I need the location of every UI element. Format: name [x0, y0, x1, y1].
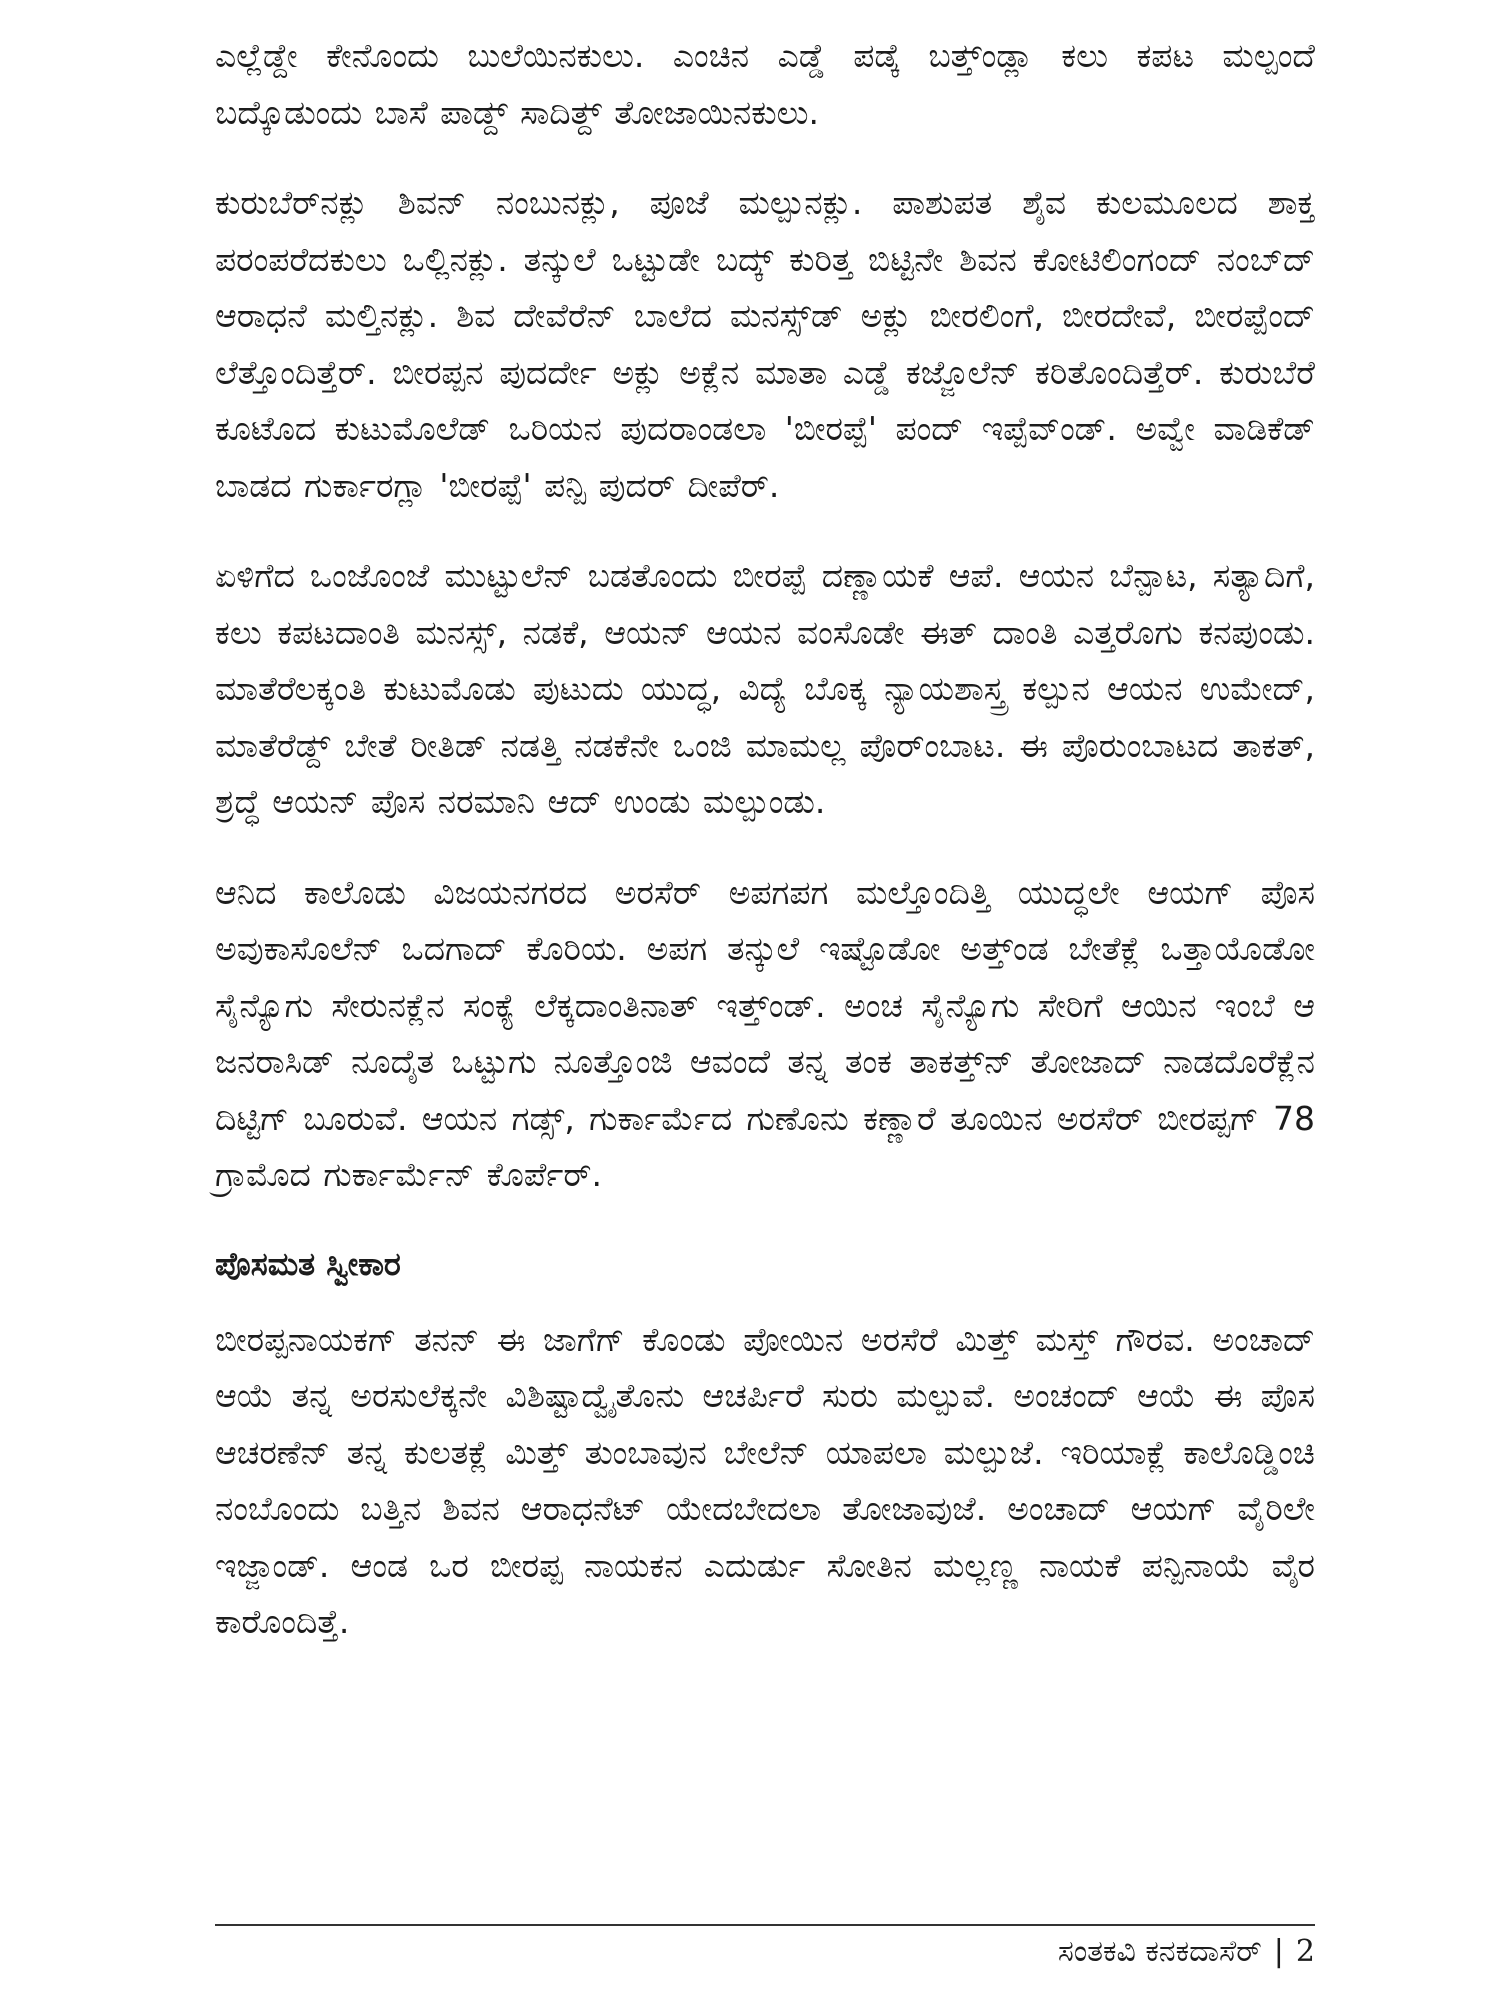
paragraph-4: ಆನಿದ ಕಾಲೊಡು ವಿಜಯನಗರದ ಅರಸೆರ್ ಅಪಗಪಗ ಮಲ್ತೊಂದಿತ್ತಿ ಯುದ್ಧಲೇ ಆಯಗ್ ಪೊಸ ಅವುಕಾಸೊಲೆನ್ ಒದಗಾದ್ ಕೊರಿಯ. ಅಪಗ ತನ್ಕುಲೆ ಇಷ್ಟೊಡೋ ಅತ್ತ್‌ಂಡ ಬೇತೆಕ್ಲೆ ಒತ್ತಾಯೊಡೋ ಸೈನ್ಯೊಗು ಸೇರುನಕ್ಲೆನ ಸಂಕ್ಯೆ ಲೆಕ್ಕದಾಂತಿನಾತ್ ಇತ್ತ್‌ಂಡ್. ಅಂಚ ಸೈನ್ಯೊಗು ಸೇರಿಗೆ ಆಯಿನ ಇಂಬೆ ಆ ಜನರಾಸಿಡ್ ನೂದೈತ ಒಟ್ಟುಗು ನೂತ್ತೊಂಜಿ ಆವಂದೆ ತನ್ನ ತಂಕ ತಾಕತ್ತ್‌ನ್ ತೋಜಾದ್ ನಾಡದೊರೆಕ್ಲೆನ ದಿಟ್ಟಿಗ್ ಬೂರುವೆ. ಆಯನ ಗಡ್ಸ್, ಗುರ್ಕಾರ್ಮೆದ ಗುಣೊನು ಕಣ್ಣಾರೆ ತೂಯಿನ ಅರಸೆರ್ ಬೀರಪ್ಪಗ್ 78 ಗ್ರಾಮೊದ ಗುರ್ಕಾರ್ಮೆನ್ ಕೊರ್ಪೆರ್. [215, 872, 1315, 1194]
section-paragraph: ಬೀರಪ್ಪನಾಯಕಗ್ ತನನ್ ಈ ಜಾಗೆಗ್ ಕೊಂಡು ಪೋಯಿನ ಅರಸೆರೆ ಮಿತ್ತ್ ಮಸ್ತ್ ಗೌರವ. ಅಂಚಾದ್ ಆಯೆ ತನ್ನ ಅರಸುಲೆಕ್ಕನೇ ವಿಶಿಷ್ಟಾದ್ವೈತೊನು ಆಚರ್ಪಿರೆ ಸುರು ಮಲ್ಪುವೆ. ಅಂಚಂದ್ ಆಯೆ ಈ ಪೊಸ ಆಚರಣೆನ್ ತನ್ನ ಕುಲತಕ್ಲೆ ಮಿತ್ತ್ ತುಂಬಾವುನ ಬೇಲೆನ್ ಯಾಪಲಾ ಮಲ್ಪುಜೆ. ಇರಿಯಾಕ್ಲೆ ಕಾಲೊಡ್ಡಿಂಚಿ ನಂಬೊಂದು ಬತ್ತಿನ ಶಿವನ ಆರಾಧನೆಟ್ ಯೇದಬೇದಲಾ ತೋಜಾವುಜೆ. ಅಂಚಾದ್ ಆಯಗ್ ವೈರಿಲೇ ಇಜ್ಜಾಂಡ್. ಆಂಡ ಒರ ಬೀರಪ್ಪ ನಾಯಕನ ಎದುರ್ಡು ಸೋತಿನ ಮಲ್ಲಣ್ಣ ನಾಯಕೆ ಪನ್ಪಿನಾಯೆ ವೈರ ಕಾರೊಂದಿತ್ತೆ. [215, 1319, 1315, 1641]
paragraph-2: ಕುರುಬೆರ್‌ನಕ್ಲು ಶಿವನ್ ನಂಬುನಕ್ಲು, ಪೂಜೆ ಮಲ್ಪುನಕ್ಲು. ಪಾಶುಪತ ಶೈವ ಕುಲಮೂಲದ ಶಾಕ್ತ ಪರಂಪರೆದಕುಲು ಒಲ್ಲಿನಕ್ಲು. ತನ್ಕುಲೆ ಒಟ್ಟುಡೇ ಬದ್ಕ್ ಕುರಿತ್ತ ಬಿಟ್ಟಿನೇ ಶಿವನ ಕೋಟಿಲಿಂಗಂದ್ ನಂಬ್‌ದ್ ಆರಾಧನೆ ಮಲ್ತಿನಕ್ಲು. ಶಿವ ದೇವೆರೆನ್ ಬಾಲೆದ ಮನಸ್ಸ್‌ಡ್ ಅಕ್ಲು ಬೀರಲಿಂಗೆ, ಬೀರದೇವೆ, ಬೀರಪ್ಪೆಂದ್ ಲೆತ್ತೊಂದಿತ್ತೆರ್. ಬೀರಪ್ಪನ ಪುದರ್ದೇ ಅಕ್ಲು ಅಕ್ಲೆನ ಮಾತಾ ಎಡ್ಡೆ ಕಜ್ಜೊಲೆನ್ ಕರಿತೊಂದಿತ್ತೆರ್. ಕುರುಬೆರೆ ಕೂಟೊದ ಕುಟುಮೊಲೆಡ್ ಒರಿಯನ ಪುದರಾಂಡಲಾ 'ಬೀರಪ್ಪೆ' ಪಂದ್ ಇಪ್ಪೆವ್ಂಡ್. ಅವ್ವೇ ವಾಡಿಕೆಡ್ ಬಾಡದ ಗುರ್ಕಾರಗ್ಲಾ 'ಬೀರಪ್ಪೆ' ಪನ್ಪಿ ಪುದರ್ ದೀಪೆರ್. [215, 183, 1315, 505]
section-heading: ಪೊಸಮತ ಸ್ವೀಕಾರ [215, 1244, 401, 1283]
page-body [215, 28, 1315, 1685]
page-footer [1058, 1930, 1315, 1974]
paragraph-1: ಎಲ್ಲೆಡ್ದೇ ಕೇನೊಂದು ಬುಲೆಯಿನಕುಲು. ಎಂಚಿನ ಎಡ್ಡೆ ಪಡ್ಕೆ ಬತ್ತ್‌ಂಡ್ಲಾ ಕಲು ಕಪಟ ಮಲ್ಪಂದೆ ಬದ್ಕೊಡುಂದು ಬಾಸೆ ಪಾಡ್ದ್ ಸಾದಿತ್ದ್ ತೋಜಾಯಿನಕುಲು. [215, 36, 1315, 132]
footer-divider [215, 1924, 1315, 1926]
paragraph-3: ಏಳಿಗೆದ ಒಂಜೊಂಜೆ ಮುಟ್ಟುಲೆನ್ ಬಡತೊಂದು ಬೀರಪ್ಪೆ ದಣ್ಣಾಯಕೆ ಆಪೆ. ಆಯನ ಬೆನ್ಪಾಟ, ಸತ್ಯಾದಿಗೆ, ಕಲು ಕಪಟದಾಂತಿ ಮನಸ್ಸ್, ನಡಕೆ, ಆಯನ್ ಆಯನ ವಂಸೊಡೇ ಈತ್ ದಾಂತಿ ಎತ್ತರೊಗು ಕನಪುಂಡು. ಮಾತೆರೆಲಕ್ಕಂತಿ ಕುಟುಮೊಡು ಪುಟುದು ಯುದ್ಧ, ವಿದ್ಯೆ ಬೊಕ್ಕ ನ್ಯಾಯಶಾಸ್ತ್ರ ಕಲ್ಪುನ ಆಯನ ಉಮೇದ್, ಮಾತೆರೆಡ್ದ್ ಬೇತೆ ರೀತಿಡ್ ನಡತ್ತಿ ನಡಕೆನೇ ಒಂಜಿ ಮಾಮಲ್ಲ ಪೊರ್‌ಂಬಾಟ. ಈ ಪೊರುಂಬಾಟದ ತಾಕತ್, ಶ್ರದ್ಧೆ ಆಯನ್ ಪೊಸ ನರಮಾನಿ ಆದ್ ಉಂಡು ಮಲ್ಪುಂಡು. [215, 556, 1315, 821]
footer-book-title: ಸಂತಕವಿ ಕನಕದಾಸೆರ್ [1057, 1934, 1262, 1969]
footer-separator: | [1273, 1934, 1284, 1969]
page-number: 2 [1295, 1934, 1315, 1969]
